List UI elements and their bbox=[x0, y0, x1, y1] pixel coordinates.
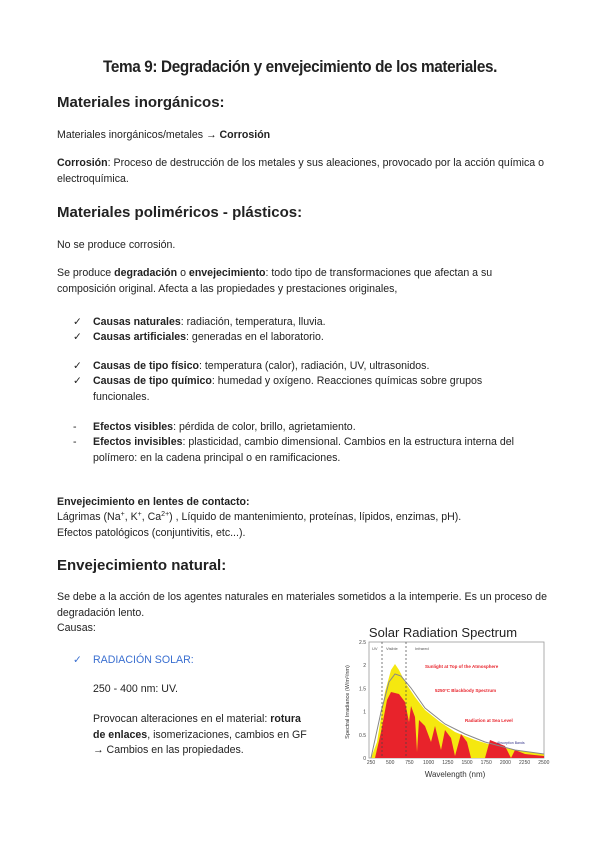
heading-inorganicos: Materiales inorgánicos: bbox=[57, 94, 225, 111]
list-item: ✓ Causas artificiales: generadas en el laboratorio. bbox=[93, 330, 533, 346]
label-sea-level: Radiation at Sea Level bbox=[465, 718, 513, 723]
x-tick-label: 2000 bbox=[499, 760, 511, 766]
x-tick-label: 1250 bbox=[442, 760, 454, 766]
y-tick-label: 2 bbox=[363, 663, 366, 670]
paragraph-metales: Materiales inorgánicos/metales → Corrosión bbox=[57, 129, 271, 141]
list-item: - Efectos invisibles: plasticidad, cambio dimensional. Cambios en la estructura interna del polímero: en la cadena principal o en ramificaciones. bbox=[73, 436, 515, 464]
paragraph-causas: Causas: bbox=[57, 622, 96, 634]
x-tick-label: 2250 bbox=[519, 760, 531, 766]
y-tick-label: 1.5 bbox=[359, 686, 366, 693]
list-item: ✓ Causas de tipo químico: humedad y oxígeno. Reacciones químicas sobre grupos funcionales. bbox=[73, 375, 483, 403]
x-tick-label: 750 bbox=[405, 760, 414, 766]
band-infrared: Infrared bbox=[415, 646, 429, 651]
y-tick-label: 2.5 bbox=[359, 640, 366, 646]
dash-bullet: - bbox=[73, 421, 77, 433]
paragraph-corrosion: Corrosión: Proceso de destrucción de los metales y sus aleaciones, provocado por la acción química o electroquímica. bbox=[57, 157, 544, 185]
list-item: ✓ Causas naturales: radiación, temperatura, lluvia. bbox=[93, 315, 533, 331]
figure-title: Solar Radiation Spectrum bbox=[368, 625, 518, 640]
check-icon: ✓ bbox=[73, 375, 82, 387]
x-tick-label: 1000 bbox=[423, 760, 435, 766]
y-tick-label: 0.5 bbox=[359, 732, 366, 739]
list-item: - Efectos visibles: pérdida de color, brillo, agrietamiento. bbox=[93, 420, 533, 436]
paragraph-natural: Se debe a la acción de los agentes naturales en materiales sometidos a la intemperie. Es un proceso de degradación lento. bbox=[57, 591, 547, 619]
label-absorption: Absorption Bands bbox=[497, 741, 525, 745]
lentes-heading: Envejecimiento en lentes de contacto: bbox=[57, 496, 250, 508]
check-icon: ✓ bbox=[73, 316, 82, 328]
label-top-atmosphere: Sunlight at Top of the Atmosphere bbox=[425, 664, 499, 669]
x-tick-label: 2500 bbox=[538, 760, 550, 766]
x-axis-label: Wavelength (nm) bbox=[424, 770, 486, 779]
paragraph-degradacion: Se produce degradación o envejecimiento: todo tipo de transformaciones que afectan a su composición original. Afecta a las propiedades y prestaciones originales, bbox=[57, 267, 493, 295]
y-tick-label: 1 bbox=[363, 709, 366, 716]
y-tick-label: 0 bbox=[363, 756, 366, 762]
dash-bullet: - bbox=[73, 436, 77, 448]
band-visible: Visible bbox=[386, 646, 398, 651]
lentes-lagrimas: Lágrimas (Na+, K+, $Ca^{2+}$) , Líquido de mantenimiento, proteínas, lípidos, enzimas, pH). bbox=[57, 511, 462, 523]
list-item: ✓ Causas de tipo físico: temperatura (calor), radiación, UV, ultrasonidos. bbox=[93, 359, 533, 375]
x-tick-label: 1750 bbox=[480, 760, 492, 766]
x-tick-label: 1500 bbox=[461, 760, 473, 766]
solar-spectrum-figure bbox=[325, 622, 550, 784]
label-blackbody: 5250°C Blackbody Spectrum bbox=[435, 688, 497, 693]
check-icon: ✓ bbox=[73, 331, 82, 343]
band-uv: UV bbox=[372, 646, 378, 651]
check-icon: ✓ bbox=[73, 360, 82, 372]
heading-natural: Envejecimiento natural: bbox=[57, 557, 227, 574]
y-axis-label: Spectral Irradiance (W/m²/nm) bbox=[345, 665, 351, 739]
paragraph-alteraciones: Provocan alteraciones en el material: rotura de enlaces, isomerizaciones, cambios en GF → Cambios en las propiedades. bbox=[93, 713, 307, 757]
list-item-radiacion: ✓ RADIACIÓN SOLAR: bbox=[93, 653, 194, 669]
page-title: Tema 9: Degradación y envejecimiento de los materiales. bbox=[102, 57, 498, 76]
paragraph-uv: 250 - 400 nm: UV. bbox=[93, 683, 178, 695]
x-tick-label: 250 bbox=[366, 760, 376, 766]
heading-polimericos: Materiales poliméricos - plásticos: bbox=[57, 204, 303, 221]
check-icon: ✓ bbox=[73, 654, 82, 666]
lentes-efectos: Efectos patológicos (conjuntivitis, etc...). bbox=[57, 527, 246, 539]
paragraph-no-corrosion: No se produce corrosión. bbox=[57, 239, 176, 251]
x-tick-label: 500 bbox=[386, 760, 395, 766]
